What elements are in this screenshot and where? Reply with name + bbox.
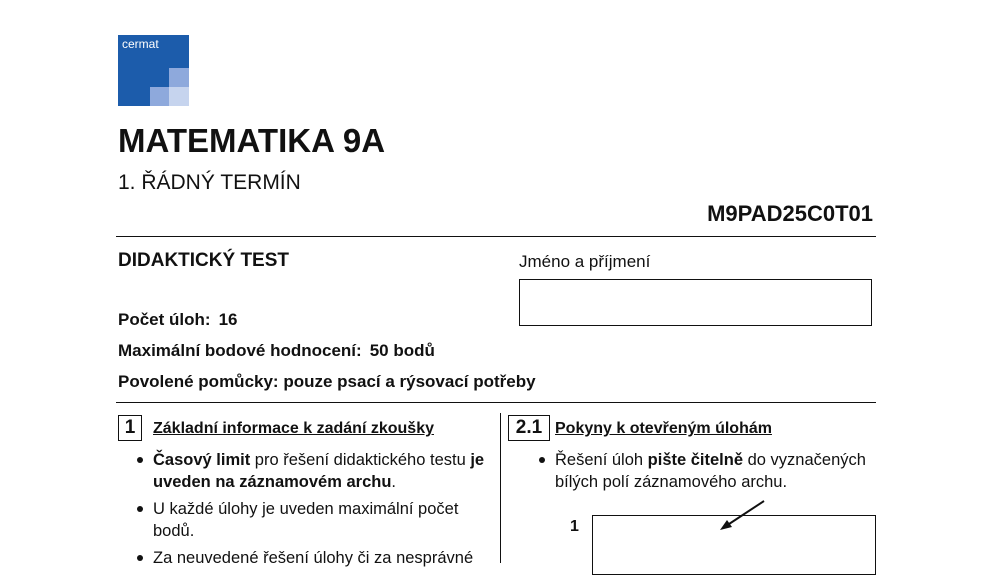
bullet-icon — [137, 555, 143, 561]
name-field[interactable] — [519, 279, 872, 326]
header-divider — [116, 236, 876, 237]
allowed-aids: Povolené pomůcky: pouze psací a rýsovací potřeby — [118, 372, 536, 391]
task-count-value: 16 — [218, 310, 238, 329]
cermat-logo — [118, 35, 189, 106]
exam-title: MATEMATIKA 9A — [118, 122, 386, 159]
list-item: Za neuvedené řešení úlohy či za nesprávné — [128, 547, 488, 569]
section-1-number: 1 — [118, 415, 142, 441]
logo-square-1 — [169, 68, 189, 87]
logo-square-3 — [169, 87, 189, 106]
info-divider — [116, 402, 876, 403]
answer-example-number: 1 — [570, 518, 579, 535]
column-divider — [500, 413, 501, 563]
max-score-label: Maximální bodové hodnocení: — [118, 341, 362, 360]
list-item: Časový limit pro řešení didaktického testu je uveden na záznamovém archu. — [128, 449, 488, 493]
bullet-icon — [137, 457, 143, 463]
section-2-1-heading: Pokyny k otevřeným úlohám — [555, 420, 772, 437]
section-1-list — [128, 449, 488, 574]
exam-term: 1. ŘÁDNÝ TERMÍN — [118, 171, 301, 194]
max-score — [118, 341, 435, 361]
test-type: DIDAKTICKÝ TEST — [118, 250, 289, 271]
list-item: Řešení úloh pište čitelně do vyznačených bílých polí záznamového archu. — [530, 449, 880, 493]
task-count-label: Počet úloh: — [118, 310, 211, 329]
logo-wordmark: cermat — [122, 37, 159, 51]
task-count — [118, 310, 237, 330]
section-1-heading: Základní informace k zadání zkoušky — [153, 420, 434, 437]
list-item: U každé úlohy je uveden maximální počet bodů. — [128, 498, 488, 542]
max-score-value: 50 bodů — [369, 341, 435, 360]
bullet-icon — [137, 506, 143, 512]
section-2-1-list — [530, 449, 880, 498]
name-field-label: Jméno a příjmení — [519, 252, 651, 271]
bullet-icon — [539, 457, 545, 463]
logo-square-2 — [150, 87, 169, 106]
arrow-icon — [712, 498, 772, 534]
exam-code: M9PAD25C0T01 — [707, 201, 873, 226]
section-2-1-number: 2.1 — [508, 415, 550, 441]
